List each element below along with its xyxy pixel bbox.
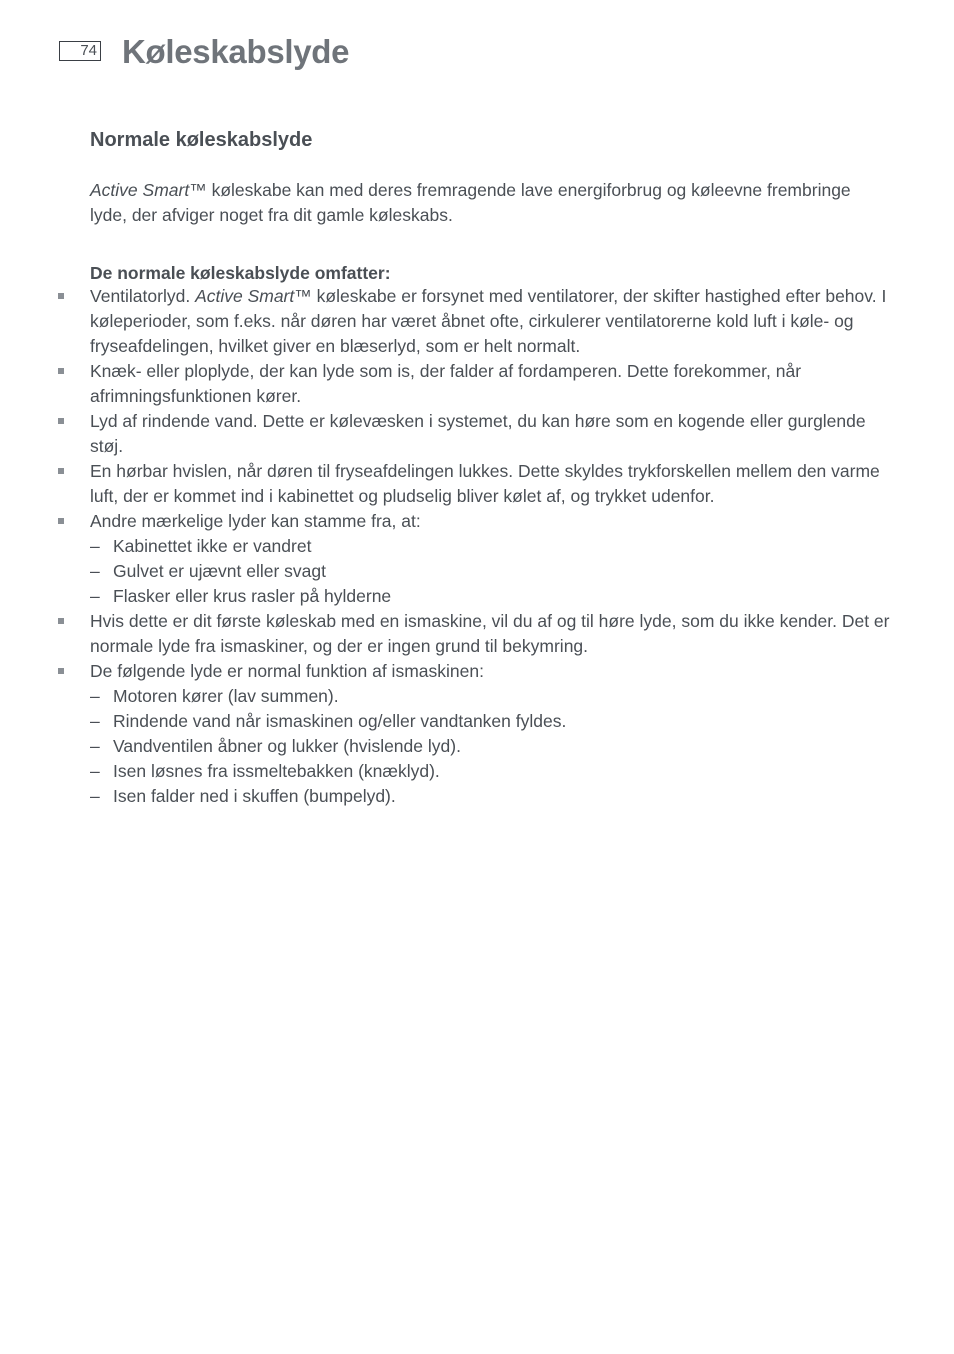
sub-list-item-text: Kabinettet ikke er vandret <box>113 536 312 556</box>
dash-mark: – <box>90 586 100 606</box>
bullet-square-icon <box>58 418 64 424</box>
list-item <box>90 459 890 509</box>
bullet-square-icon <box>58 518 64 524</box>
list-item <box>90 659 890 809</box>
list-heading: De normale køleskabslyde omfatter: <box>90 263 391 283</box>
page-title: Køleskabslyde <box>122 33 350 70</box>
sub-list-item <box>90 534 890 559</box>
sub-list-item <box>90 734 890 759</box>
dash-mark: – <box>90 686 100 706</box>
sub-list <box>90 684 890 809</box>
section-heading: Normale køleskabslyde <box>90 129 313 151</box>
dash-mark: – <box>90 536 100 556</box>
sub-list-item <box>90 709 890 734</box>
list-item <box>90 284 890 359</box>
sub-list-item <box>90 584 890 609</box>
dash-mark: – <box>90 761 100 781</box>
sub-list-item-text: Rindende vand når ismaskinen og/eller vandtanken fyldes. <box>113 711 567 731</box>
sub-list-item-text: Isen løsnes fra issmeltebakken (knæklyd). <box>113 761 440 781</box>
brand-name: Active Smart <box>195 286 295 306</box>
list-item-text: De følgende lyde er normal funktion af ismaskinen: <box>90 661 484 681</box>
sub-list-item-text: Motoren kører (lav summen). <box>113 686 339 706</box>
list-item <box>90 409 890 459</box>
list-item-text: Lyd af rindende vand. Dette er kølevæsken i systemet, du kan høre som en kogende eller gurglende støj. <box>90 411 866 456</box>
sub-list-item-text: Isen falder ned i skuffen (bumpelyd). <box>113 786 396 806</box>
list-item-text: Hvis dette er dit første køleskab med en ismaskine, vil du af og til høre lyde, som du ikke kender. Det er normale lyde fra ismaskiner, og der er ingen grund til bekymring. <box>90 611 890 656</box>
intro-paragraph <box>90 178 890 228</box>
sounds-list <box>90 284 890 609</box>
main-content <box>90 126 890 809</box>
dash-mark: – <box>90 736 100 756</box>
sub-list-item-text: Gulvet er ujævnt eller svagt <box>113 561 327 581</box>
bullet-square-icon <box>58 668 64 674</box>
sub-list-item-text: Vandventilen åbner og lukker (hvislende lyd). <box>113 736 461 756</box>
intro-text: ™ køleskabe kan med deres fremragende lave energiforbrug og køleevne frembringe lyde, der afviger noget fra dit gamle køleskabs. <box>90 180 851 225</box>
dash-mark: – <box>90 561 100 581</box>
list-item <box>90 509 890 609</box>
list-item-text: En hørbar hvislen, når døren til fryseafdelingen lukkes. Dette skyldes trykforskellen mellem den varme luft, der er kommet ind i kabinettet og pludselig bliver kølet af, og trykket udenfor. <box>90 461 880 506</box>
page-number: 74 <box>59 41 101 61</box>
icemaker-list <box>90 609 890 809</box>
list-item-text: Knæk- eller ploplyde, der kan lyde som is, der falder af fordamperen. Dette forekommer, når afrimningsfunktionen kører. <box>90 361 802 406</box>
bullet-square-icon <box>58 293 64 299</box>
sub-list-item <box>90 784 890 809</box>
bullet-square-icon <box>58 368 64 374</box>
list-item-text: Andre mærkelige lyder kan stamme fra, at: <box>90 511 421 531</box>
brand-name: Active Smart <box>90 180 190 200</box>
sub-list-item <box>90 684 890 709</box>
bullet-square-icon <box>58 468 64 474</box>
dash-mark: – <box>90 711 100 731</box>
dash-mark: – <box>90 786 100 806</box>
bullet-square-icon <box>58 618 64 624</box>
list-item <box>90 609 890 659</box>
list-item-text: ™ køleskabe er forsynet med ventilatorer, der skifter hastighed efter behov. I køleperioder, som f.eks. når døren har været åbnet ofte, cirkulerer ventilatorerne kold luft i køle- og fryseafdelingen, hvilket giver en blæserlyd, som er helt normalt. <box>90 286 887 356</box>
sub-list <box>90 534 890 609</box>
list-item-prefix: Ventilatorlyd. <box>90 286 196 306</box>
list-item <box>90 359 890 409</box>
sub-list-item-text: Flasker eller krus rasler på hylderne <box>113 586 392 606</box>
sub-list-item <box>90 559 890 584</box>
sub-list-item <box>90 759 890 784</box>
